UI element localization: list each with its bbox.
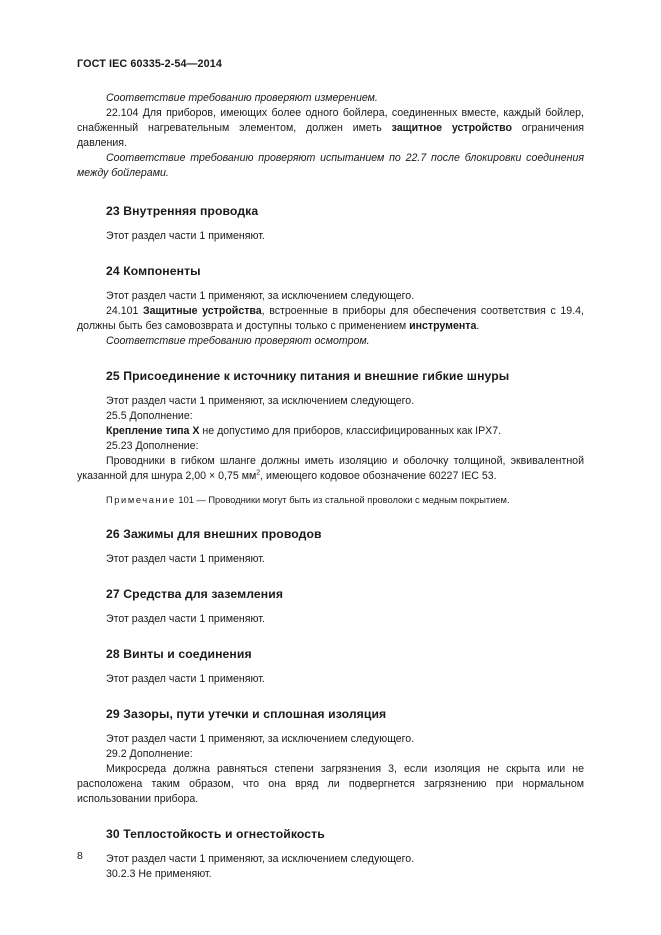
s30-2-3-text: 30.2.3 Не применяют. bbox=[106, 868, 212, 880]
section-24-title: 24 Компоненты bbox=[106, 264, 201, 278]
s25-5-text: Крепление типа X не допустимо для приборов, классифицированных как IPX7. bbox=[106, 425, 502, 437]
s25-23-text: Проводники в гибком шланге должны иметь изоляцию и оболочку толщиной, эквивалентной указанной для шнура 2,00 × 0,75 $мм^2$, имеющего кодовое обозначение 60227 IEC 53. bbox=[77, 455, 584, 482]
section-30-title: 30 Теплостойкость и огнестойкость bbox=[106, 827, 325, 841]
s29-2-text: Микросреда должна равняться степени загрязнения 3, если изоляция не скрыта или не расположена таким образом, что она вряд ли подвергнется загрязнению при нормальном использовании прибора. bbox=[77, 763, 584, 805]
term-tool: инструмента bbox=[409, 320, 477, 332]
section-29-text: Этот раздел части 1 применяют, за исключением следующего. bbox=[106, 733, 415, 745]
term-type-x-attachment: Крепление типа X bbox=[106, 425, 200, 437]
section-26-title: 26 Зажимы для внешних проводов bbox=[106, 527, 322, 541]
s24-compliance-inspection: Соответствие требованию проверяют осмотром. bbox=[106, 335, 370, 347]
section-23-text: Этот раздел части 1 применяют. bbox=[106, 230, 265, 242]
term-protective-devices: Защитные устройства bbox=[143, 305, 262, 317]
section-27-text: Этот раздел части 1 применяют. bbox=[106, 613, 265, 625]
section-25-title: 25 Присоединение к источнику питания и внешние гибкие шнуры bbox=[106, 369, 510, 383]
section-30-text: Этот раздел части 1 применяют, за исключением следующего. bbox=[106, 853, 415, 865]
page-number: 8 bbox=[77, 850, 83, 862]
section-28-text: Этот раздел части 1 применяют. bbox=[106, 673, 265, 685]
section-28-title: 28 Винты и соединения bbox=[106, 647, 252, 661]
document-body bbox=[77, 91, 584, 882]
section-24-text: Этот раздел части 1 применяют, за исключением следующего. bbox=[106, 290, 415, 302]
term-protective-device: защитное устройство bbox=[391, 122, 512, 134]
section-25-text: Этот раздел части 1 применяют, за исключением следующего. bbox=[106, 395, 415, 407]
section-26-text: Этот раздел части 1 применяют. bbox=[106, 553, 265, 565]
s22-104-paragraph: 22.104 Для приборов, имеющих более одного бойлера, соединенных вместе, каждый бойлер, снабженный нагревательным элементом, должен иметь защитное устройство ограничения давления. bbox=[77, 107, 585, 149]
s24-101-paragraph: 24.101 Защитные устройства, встроенные в приборы для обеспечения соответствия с 19.4, должны быть без самовозврата и доступны только с применением инструмента. bbox=[77, 305, 584, 332]
s22-compliance-test: Соответствие требованию проверяют испытанием по 22.7 после блокировки соединения между бойлерами. bbox=[77, 152, 584, 179]
s29-2-heading: 29.2 Дополнение: bbox=[106, 748, 193, 760]
s25-5-heading: 25.5 Дополнение: bbox=[106, 410, 193, 422]
document-header: ГОСТ IEC 60335-2-54—2014 bbox=[77, 58, 222, 70]
section-23-title: 23 Внутренняя проводка bbox=[106, 204, 259, 218]
section-29-title: 29 Зазоры, пути утечки и сплошная изоляция bbox=[106, 707, 387, 721]
s22-compliance-measurement: Соответствие требованию проверяют измерением. bbox=[106, 92, 378, 104]
s25-23-heading: 25.23 Дополнение: bbox=[106, 440, 199, 452]
section-27-title: 27 Средства для заземления bbox=[106, 587, 284, 601]
s25-note-101: Примечание 101 — Проводники могут быть из стальной проволоки с медным покрытием. bbox=[106, 495, 510, 505]
